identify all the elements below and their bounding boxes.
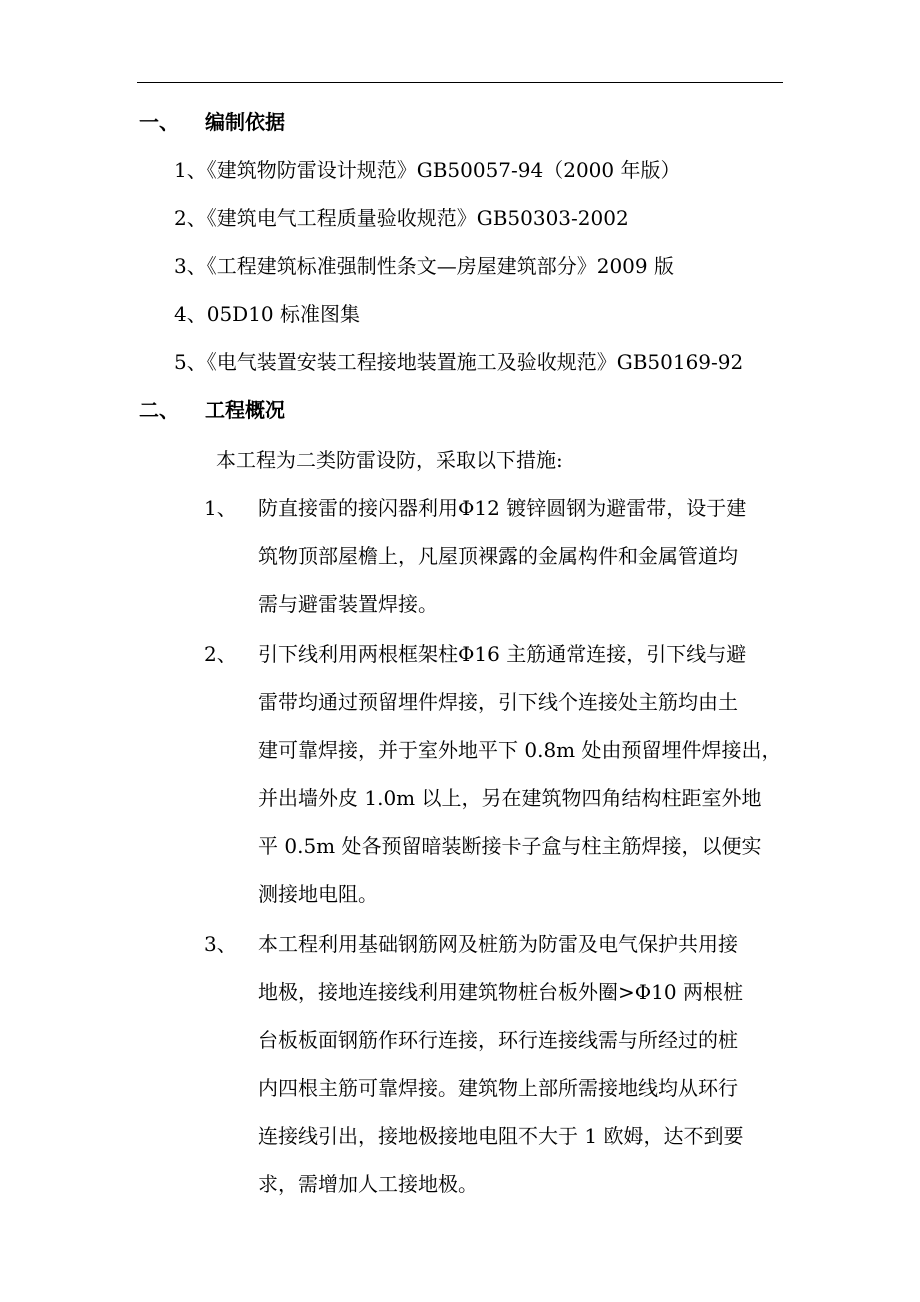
measure-2-line: 建可靠焊接，并于室外地平下 0.8m 处由预留埋件焊接出，: [258, 738, 782, 762]
measure-1-number: 1、: [204, 496, 237, 520]
section2-number: 二、: [139, 398, 179, 422]
measure-2-text: [258, 630, 785, 918]
section2-title: 工程概况: [205, 398, 285, 422]
measure-2-line: 引下线利用两根框架柱Φ16 主筋通常连接，引下线与避: [258, 642, 747, 666]
measure-3-line: 内四根主筋可靠焊接。建筑物上部所需接地线均从环行: [258, 1076, 738, 1100]
header-rule: [137, 82, 783, 83]
measure-2-number: 2、: [204, 642, 237, 666]
measure-1-line: 防直接雷的接闪器利用Φ12 镀锌圆钢为避雷带，设于建: [258, 496, 747, 520]
measure-2-line: 测接地电阻。: [258, 882, 378, 906]
measure-3-line: 连接线引出，接地极接地电阻不大于 1 欧姆，达不到要: [258, 1124, 744, 1148]
measure-3-line: 台板板面钢筋作环行连接，环行连接线需与所经过的桩: [258, 1028, 738, 1052]
section2-intro: 本工程为二类防雷设防，采取以下措施:: [216, 448, 563, 472]
measure-3-number: 3、: [204, 932, 237, 956]
measure-1-text: [258, 484, 785, 628]
measure-1-line: 需与避雷装置焊接。: [258, 592, 438, 616]
reference-item-1: 1、《建筑物防雷设计规范》GB50057-94（2000 年版）: [174, 158, 681, 182]
measure-2-line: 并出墙外皮 1.0m 以上，另在建筑物四角结构柱距室外地: [258, 786, 762, 810]
reference-item-3: 3、《工程建筑标准强制性条文—房屋建筑部分》2009 版: [174, 254, 674, 278]
section1-number: 一、: [139, 110, 179, 134]
measure-2-line: 平 0.5m 处各预留暗装断接卡子盒与柱主筋焊接，以便实: [258, 834, 762, 858]
reference-item-4: 4、05D10 标准图集: [174, 302, 361, 326]
measure-3-line: 本工程利用基础钢筋网及桩筋为防雷及电气保护共用接: [258, 932, 738, 956]
section1-title: 编制依据: [205, 110, 285, 134]
measure-3-line: 求，需增加人工接地极。: [258, 1172, 478, 1196]
reference-item-5: 5、《电气装置安装工程接地装置施工及验收规范》GB50169-92: [174, 350, 744, 374]
measure-1-line: 筑物顶部屋檐上，凡屋顶裸露的金属构件和金属管道均: [258, 544, 738, 568]
measure-3-line: 地极，接地连接线利用建筑物桩台板外圈>Φ10 两根桩: [258, 980, 743, 1004]
reference-item-2: 2、《建筑电气工程质量验收规范》GB50303-2002: [174, 206, 629, 230]
measure-3-text: [258, 920, 785, 1208]
measure-2-line: 雷带均通过预留埋件焊接，引下线个连接处主筋均由土: [258, 690, 738, 714]
